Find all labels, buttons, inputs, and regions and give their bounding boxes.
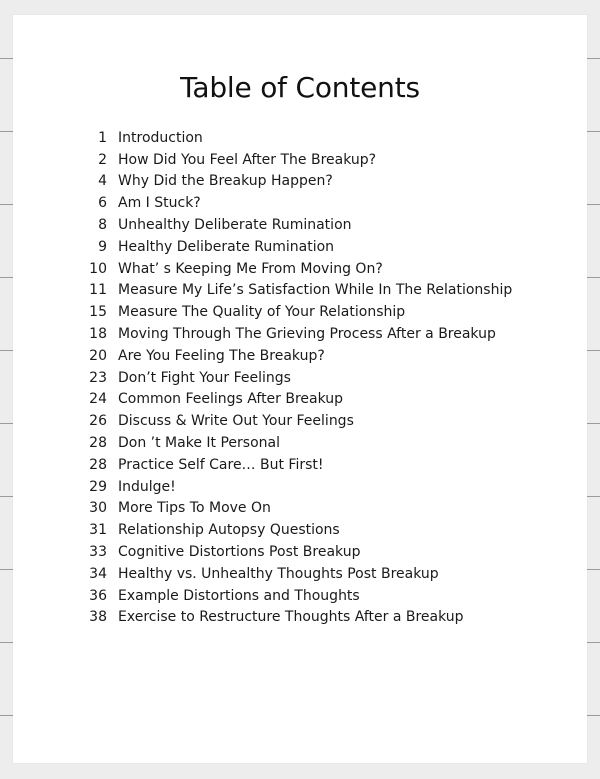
toc-page-number: 38 — [89, 609, 107, 626]
page-edge-mark — [586, 423, 600, 424]
toc-page-number: 30 — [89, 500, 107, 517]
toc-page-number: 36 — [89, 587, 107, 604]
toc-entry — [83, 258, 512, 280]
toc-page-number: 24 — [89, 391, 107, 408]
toc-entry — [83, 280, 512, 302]
page-edge-mark — [586, 350, 600, 351]
toc-entry-label: Example Distortions and Thoughts — [118, 587, 360, 604]
toc-entry — [83, 171, 512, 193]
toc-page-number: 1 — [98, 129, 107, 146]
toc-entry — [83, 389, 512, 411]
toc-page-number: 11 — [89, 282, 107, 299]
toc-page-number: 4 — [98, 173, 107, 190]
toc-entry — [83, 323, 512, 345]
toc-entry-label: Measure My Life’s Satisfaction While In The Relationship — [118, 282, 513, 299]
toc-entry-label: Relationship Autopsy Questions — [118, 522, 340, 539]
toc-entry-label: Unhealthy Deliberate Rumination — [118, 217, 352, 234]
toc-page-number: 8 — [98, 217, 107, 234]
toc-entry — [83, 585, 512, 607]
page-edge-mark — [586, 277, 600, 278]
toc-entry — [83, 214, 512, 236]
toc-list — [83, 127, 512, 628]
page-title: Table of Contents — [180, 71, 420, 104]
toc-entry — [83, 541, 512, 563]
toc-entry-label: Introduction — [118, 129, 203, 146]
toc-page-number: 31 — [89, 522, 107, 539]
page-edge-mark — [586, 715, 600, 716]
toc-entry — [83, 454, 512, 476]
toc-entry-label: Are You Feeling The Breakup? — [118, 347, 325, 364]
toc-page-number: 2 — [98, 151, 107, 168]
toc-entry — [83, 149, 512, 171]
page-edge-mark — [586, 642, 600, 643]
page-edge-mark — [586, 204, 600, 205]
toc-entry — [83, 410, 512, 432]
toc-entry — [83, 301, 512, 323]
toc-entry — [83, 345, 512, 367]
toc-entry-label: How Did You Feel After The Breakup? — [118, 151, 377, 168]
toc-page-number: 20 — [89, 347, 107, 364]
toc-page-number: 10 — [89, 260, 107, 277]
toc-page-number: 26 — [89, 413, 107, 430]
toc-entry-label: Healthy Deliberate Rumination — [118, 238, 335, 255]
toc-page-number: 33 — [89, 544, 107, 561]
toc-entry-label: Don ’t Make It Personal — [118, 435, 280, 452]
toc-entry-label: Exercise to Restructure Thoughts After a Breakup — [118, 609, 464, 626]
toc-entry-label: Am I Stuck? — [118, 195, 201, 212]
toc-entry-label: What’ s Keeping Me From Moving On? — [118, 260, 383, 277]
toc-entry — [83, 563, 512, 585]
toc-entry — [83, 367, 512, 389]
toc-page-number: 9 — [98, 238, 107, 255]
toc-entry-label: Measure The Quality of Your Relationship — [118, 304, 406, 321]
toc-entry-label: Healthy vs. Unhealthy Thoughts Post Breakup — [118, 565, 439, 582]
page-edge-mark — [586, 58, 600, 59]
toc-entry-label: Indulge! — [118, 478, 176, 495]
toc-page-number: 28 — [89, 456, 107, 473]
toc-entry — [83, 236, 512, 258]
toc-entry-label: Why Did the Breakup Happen? — [118, 173, 333, 190]
toc-entry-label: Don’t Fight Your Feelings — [118, 369, 291, 386]
toc-entry — [83, 498, 512, 520]
toc-entry — [83, 127, 512, 149]
toc-entry — [83, 192, 512, 214]
page-edge-mark — [586, 496, 600, 497]
toc-page-number: 18 — [89, 326, 107, 343]
toc-entry-label: Practice Self Care… But First! — [118, 456, 324, 473]
page-edge-mark — [586, 569, 600, 570]
toc-page-number: 6 — [98, 195, 107, 212]
page-edge-mark — [586, 131, 600, 132]
toc-entry-label: Discuss & Write Out Your Feelings — [118, 413, 354, 430]
toc-page-number: 29 — [89, 478, 107, 495]
document-page — [13, 15, 587, 763]
toc-entry — [83, 519, 512, 541]
toc-entry — [83, 607, 512, 629]
toc-page-number: 23 — [89, 369, 107, 386]
toc-entry-label: More Tips To Move On — [118, 500, 271, 517]
toc-page-number: 15 — [89, 304, 107, 321]
toc-entry — [83, 476, 512, 498]
toc-entry-label: Common Feelings After Breakup — [118, 391, 344, 408]
toc-page-number: 34 — [89, 565, 107, 582]
toc-entry — [83, 432, 512, 454]
toc-entry-label: Cognitive Distortions Post Breakup — [118, 544, 361, 561]
toc-page-number: 28 — [89, 435, 107, 452]
toc-entry-label: Moving Through The Grieving Process After a Breakup — [118, 326, 496, 343]
